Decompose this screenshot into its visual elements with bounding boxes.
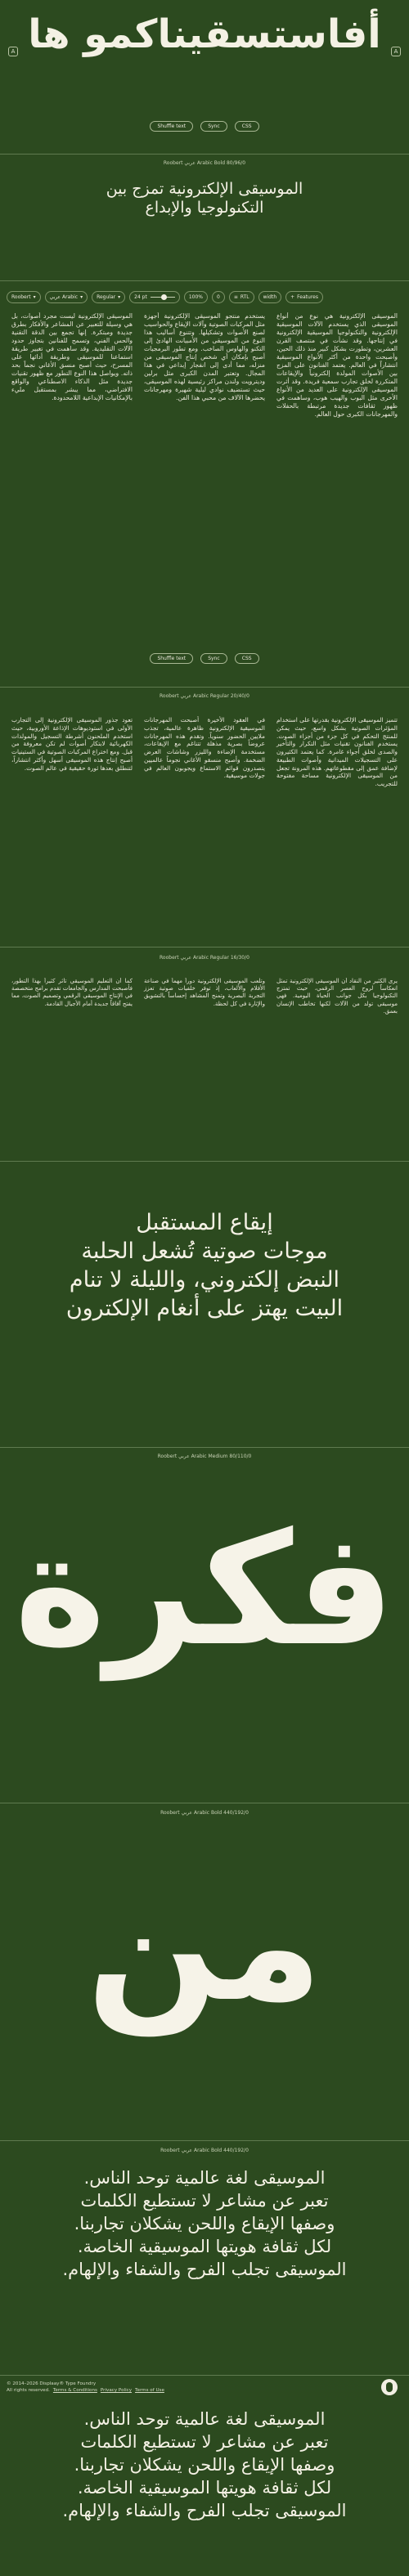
poem-line: إيقاع المستقبل <box>136 1210 273 1235</box>
paragraph-line: الموسيقى لغة عالمية توحد الناس. <box>83 2168 326 2188</box>
size-slider[interactable] <box>129 291 180 303</box>
site-footer <box>0 2381 409 2405</box>
paragraph-line: تعبر عن مشاعر لا تستطيع الكلمات <box>80 2191 329 2211</box>
rights-text: All rights reserved. <box>7 2388 50 2393</box>
paragraph-line: الموسيقى لغة عالمية توحد الناس. <box>83 2409 326 2429</box>
css-button[interactable]: CSS <box>235 121 259 132</box>
weight-label: Regular <box>97 293 116 300</box>
font-select[interactable] <box>7 291 41 303</box>
paragraph-line: تعبر عن مشاعر لا تستطيع الكلمات <box>80 2432 329 2452</box>
features-label: Features <box>297 293 318 300</box>
text-column[interactable]: كما أن التعليم الموسيقي تأثر كثيراً بهذا التطور، فأصبحت المدارس والجامعات تقدم برامج متخصصة في الإنتاج الموسيقي الرقمي وتصميم الصوت، مما يفتح آفاقاً جديدة أمام الأجيال القادمة. <box>11 978 133 1007</box>
features-button[interactable] <box>285 291 323 303</box>
divider <box>0 2375 409 2376</box>
divider <box>0 280 409 281</box>
divider <box>0 154 409 155</box>
text-column[interactable]: الموسيقى الإلكترونية ليست مجرد أصوات، بل هي وسيلة للتعبير عن المشاعر والأفكار بطرق جديدة ومبتكرة. إنها تجمع بين الدقة التقنية والحس الفني، وتسمح للفنانين بتجاوز حدود الآلات التقليدية. وقد ساهمت في تغيير طريقة استماعنا للموسيقى وطريقة أدائها على المسرح، حيث أصبح منسق الأغاني نجماً بحد ذاته. ويواصل هذا النوع التطور مع ظهور تقنيات جديدة مثل الذكاء الاصطناعي والواقع الافتراضي، مما يبشر بمستقبل مليء بالإمكانيات الإبداعية اللامحدودة. <box>11 312 133 402</box>
css-button[interactable]: CSS <box>235 653 259 664</box>
tracking-value: 0 <box>216 293 220 300</box>
terms-conditions-link[interactable]: Terms & Conditions <box>52 2388 97 2393</box>
weight-select[interactable] <box>92 291 125 303</box>
text-column[interactable]: الموسيقى الإلكترونية هي نوع من أنواع الموسيقى الذي يستخدم الآلات الموسيقية الإلكترونية والتكنولوجيا الموسيقية الإلكترونية في إنتاجها. وقد نشأت في منتصف القرن العشرين، وتطورت بشكل كبير منذ ذلك الحين، وأصبحت واحدة من أكثر الأنواع الموسيقية انتشاراً في العالم. يعتمد الفنانون على المزج بين الأصوات المولدة إلكترونياً والإيقاعات المتكررة لخلق تجارب سمعية فريدة. وقد أثرت الموسيقى الإلكترونية على العديد من الأنواع الأخرى مثل البوب والهيب هوب، وساهمت في ظهور ثقافات جديدة مرتبطة بالحفلات والمهرجانات الكبرى حول العالم. <box>276 312 398 419</box>
divider <box>0 1447 409 1448</box>
alignment-value: RTL <box>240 293 249 300</box>
body-text-columns <box>11 312 398 623</box>
script-label: عربي Arabic <box>49 293 79 300</box>
font-label: Roobert <box>11 293 31 300</box>
poem-line: النبض إلكتروني، والليلة لا تنام <box>69 1267 340 1292</box>
corner-marker-left: A <box>8 47 18 56</box>
alignment-control[interactable] <box>229 291 254 303</box>
paragraph-sample-repeat <box>0 2408 409 2522</box>
font-caption: Roobert عربي Arabic Bold 80/96/0 <box>163 160 246 166</box>
shuffle-text-button[interactable]: Shuffle text <box>150 653 193 664</box>
plus-icon: + <box>290 293 295 300</box>
paragraph-sample[interactable] <box>0 2166 409 2281</box>
section2-columns <box>11 716 398 933</box>
large-glyph-sample[interactable]: من <box>86 1864 323 2036</box>
paragraph-line: لكل ثقافة هويتها الموسيقية الخاصة. <box>77 2478 332 2498</box>
text-column[interactable]: يستخدم منتجو الموسيقى الإلكترونية أجهزة مثل المركبات الصوتية وآلات الإيقاع والحواسيب لصنع الأصوات وتشكيلها. وتتنوع أساليب هذا النوع من الموسيقى من الأمبيانت الهادئ إلى التكنو والهاوس الصاخب. ومع تطور البرمجيات أصبح بإمكان أي شخص إنتاج الموسيقى من منزله، مما أدى إلى انفجار إبداعي في هذا المجال. وتعتبر المدن الكبرى مثل برلين وديترويت ولندن مراكز رئيسية لهذه الموسيقى، حيث تستضيف نوادي ليلية شهيرة ومهرجانات يحضرها الآلاف من محبي هذا الفن. <box>144 312 265 402</box>
text-column[interactable]: في العقود الأخيرة أصبحت المهرجانات الموسيقية الإلكترونية ظاهرة عالمية، تجذب ملايين الحضور سنوياً. وتقدم هذه المهرجانات عروضاً بصرية مذهلة تتناغم مع الإيقاعات، مستخدمة الإضاءة والليزر وشاشات العرض الضخمة. وأصبح منسقو الأغاني نجوماً عالميين يتصدرون قوائم الاستماع ويجوبون العالم في جولات موسيقية. <box>144 716 265 780</box>
size-slider-handle[interactable] <box>161 294 167 300</box>
divider <box>0 947 409 948</box>
paragraph-line: الموسيقى تجلب الفرح والشفاء والإلهام. <box>62 2501 347 2520</box>
paragraph-line: الموسيقى تجلب الفرح والشفاء والإلهام. <box>62 2260 347 2279</box>
size-value: 24 pt <box>134 293 147 300</box>
text-column[interactable]: تتميز الموسيقى الإلكترونية بقدرتها على استخدام المؤثرات الصوتية بشكل واسع، حيث يمكن للمنتج التحكم في كل جزء من أجزاء الصوت. يستخدم الفنانون تقنيات مثل التكرار والتأخير والصدى لخلق أجواء غامرة. كما يعتمد الكثيرون على التسجيلات الميدانية وأصوات الطبيعة لإضافة عمق إلى مقطوعاتهم. هذه المرونة تجعل من الموسيقى الإلكترونية مساحة مفتوحة للتجريب. <box>276 716 398 788</box>
text-column[interactable]: تعود جذور الموسيقى الإلكترونية إلى التجارب الأولى في استوديوهات الإذاعة الأوروبية، حيث استخدم الملحنون أشرطة التسجيل والمولدات الكهربائية لابتكار أصوات لم تكن معروفة من قبل. ومع اختراع المركبات الصوتية في الستينيات أصبح إنتاج هذه الموسيقى أسهل وأكثر انتشاراً، لتنطلق بعدها ثورة حقيقية في عالم الصوت. <box>11 716 133 772</box>
sync-button[interactable]: Sync <box>200 121 227 132</box>
divider <box>0 1161 409 1162</box>
script-select[interactable] <box>45 291 88 303</box>
divider <box>0 2140 409 2141</box>
tracking-control[interactable] <box>212 291 225 303</box>
font-caption: Roobert عربي Arabic Regular 20/40/0 <box>160 693 249 699</box>
font-caption: Roobert عربي Arabic Medium 80/110/0 <box>157 1454 252 1459</box>
divider <box>0 687 409 688</box>
privacy-policy-link[interactable]: Privacy Policy <box>100 2388 133 2393</box>
chevron-down-icon: ▾ <box>33 293 36 300</box>
body-controls <box>0 647 409 661</box>
hero-title[interactable]: أفاستسقيناكمو ها <box>28 11 381 57</box>
text-column[interactable]: يرى الكثير من النقاد أن الموسيقى الإلكترونية تمثل انعكاساً لروح العصر الرقمي، حيث تمتزج التكنولوجيا بكل جوانب الحياة اليومية. فهي موسيقى تولد من الآلات لكنها تخاطب الإنسان بعمق. <box>276 978 398 1015</box>
copyright-text: © 2014–2026 Displaay® Type Foundry <box>7 2381 97 2386</box>
poem-line: البيت يهتز على أنغام الإلكترون <box>65 1296 344 1321</box>
shuffle-text-button[interactable]: Shuffle text <box>150 121 193 132</box>
sync-button[interactable]: Sync <box>200 653 227 664</box>
specimen-toolbar <box>0 289 409 304</box>
chevron-down-icon: ▾ <box>80 293 83 300</box>
corner-marker-right: A <box>391 47 401 56</box>
paragraph-line: وصفها الإيقاع واللحن يشكلان تجاربنا. <box>74 2455 335 2475</box>
scroll-indicator <box>394 2379 404 2395</box>
line-height-value: 100% <box>188 293 203 300</box>
logo-mark <box>386 2382 393 2392</box>
hero-controls <box>0 115 409 128</box>
poem-block[interactable] <box>0 1208 409 1323</box>
align-icon: ≡ <box>233 293 238 300</box>
text-column[interactable]: وتلعب الموسيقى الإلكترونية دوراً مهماً في صناعة الأفلام والألعاب، إذ توفر خلفيات صوتية تعزز التجربة البصرية وتمنح المشاهد إحساساً بالتشويق والإثارة في كل لحظة. <box>144 978 265 1007</box>
size-slider-track[interactable] <box>151 297 175 298</box>
section3-columns <box>11 978 398 1131</box>
font-caption: Roobert عربي Arabic Bold 440/192/0 <box>160 2148 249 2153</box>
font-caption: Roobert عربي Arabic Bold 440/192/0 <box>160 1810 249 1816</box>
width-control[interactable] <box>258 291 282 303</box>
large-glyph-sample[interactable]: فكرة <box>14 1499 395 1680</box>
terms-of-use-link[interactable]: Terms of Use <box>135 2388 164 2393</box>
chevron-down-icon: ▾ <box>118 293 121 300</box>
width-label: width <box>263 293 277 300</box>
headline-sample[interactable]: الموسيقى الإلكترونية تمزج بين التكنولوجيا والإبداع <box>106 180 303 217</box>
line-height-control[interactable] <box>184 291 208 303</box>
font-caption: Roobert عربي Arabic Regular 16/30/0 <box>160 955 249 961</box>
paragraph-line: لكل ثقافة هويتها الموسيقية الخاصة. <box>77 2237 332 2256</box>
poem-line: موجات صوتية تُشعل الحلبة <box>81 1239 328 1264</box>
paragraph-line: وصفها الإيقاع واللحن يشكلان تجاربنا. <box>74 2214 335 2233</box>
